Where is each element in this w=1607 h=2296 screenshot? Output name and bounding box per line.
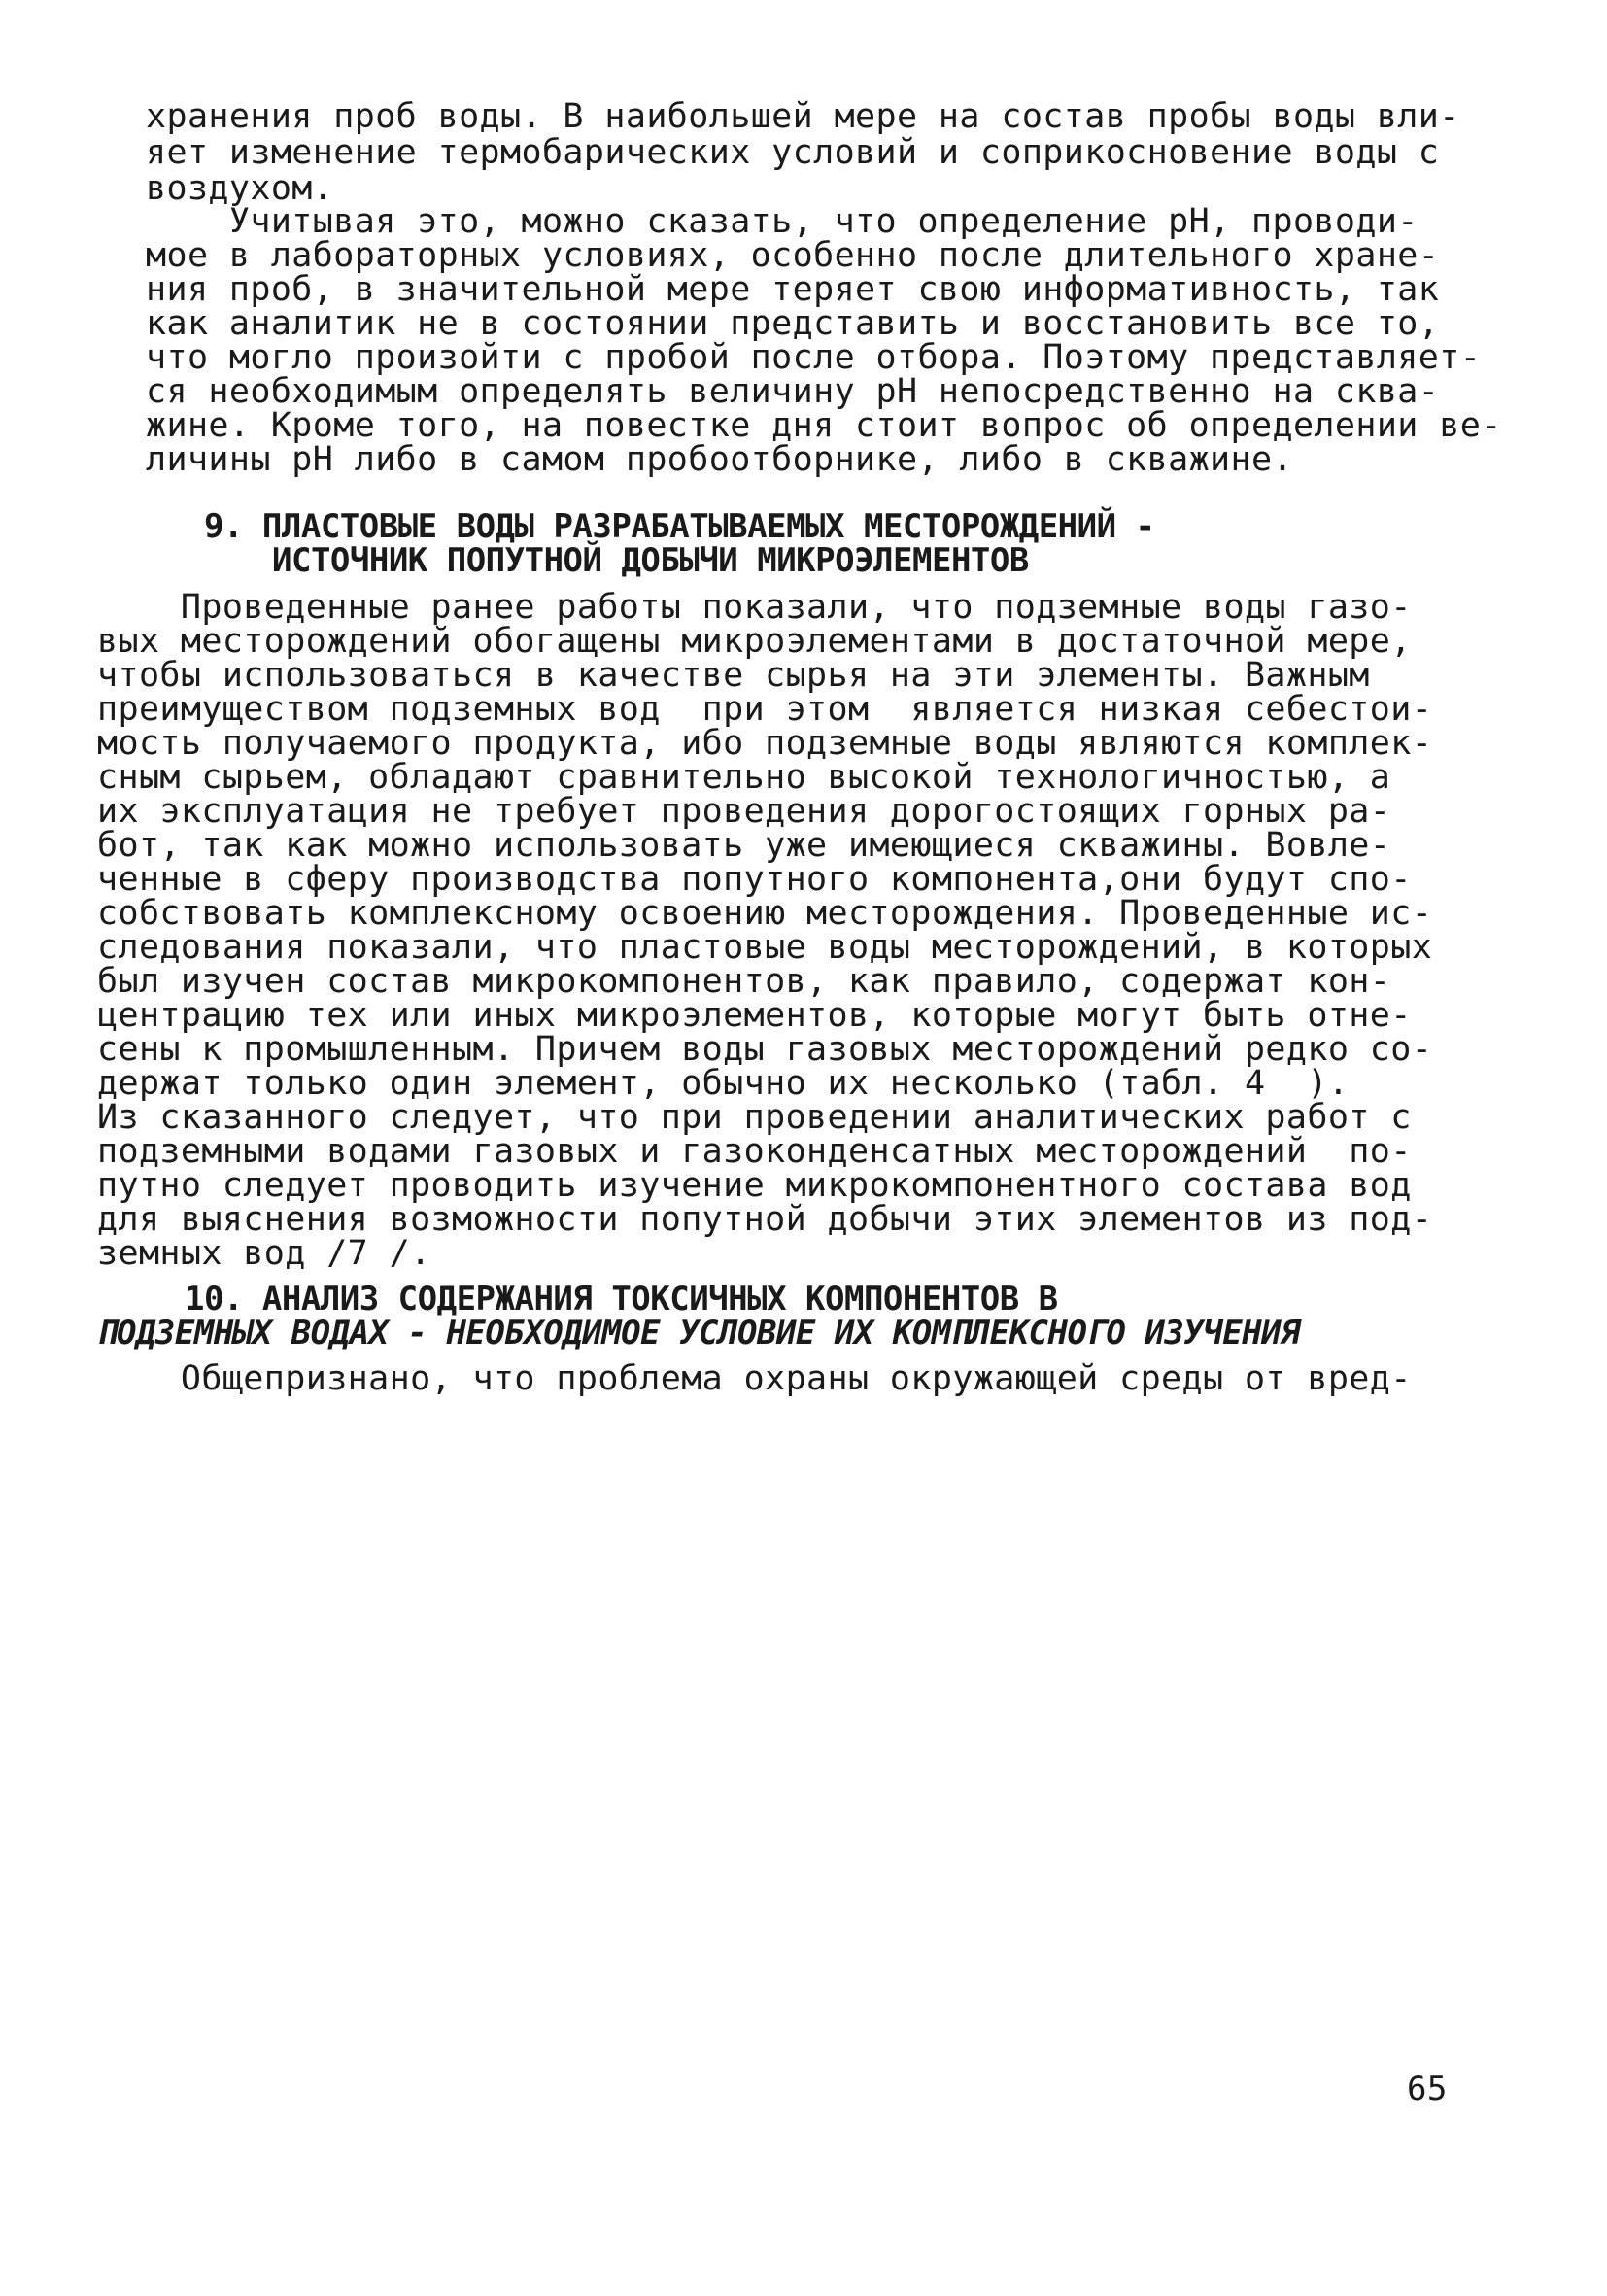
text-line: Из сказанного следует, что при проведении аналитических работ с [97, 1098, 1412, 1137]
text-line: хранения проб воды. В наибольшей мере на состав пробы воды вли- [146, 97, 1460, 136]
text-line: путно следует проводить изучение микрокомпонентного состава вод [97, 1166, 1412, 1205]
text-line: Учитывая это, можно сказать, что определение рН, проводи- [146, 202, 1419, 241]
text-line: ния проб, в значительной мере теряет свою информативность, так [146, 270, 1440, 309]
text-line: подземными водами газовых и газоконденсатных месторождений по- [97, 1132, 1412, 1171]
text-line: сным сырьем, обладают сравнительно высокой технологичностью, а [97, 758, 1391, 797]
text-line: сены к промышленным. Причем воды газовых месторождений редко со- [97, 1030, 1433, 1069]
text-line: Проведенные ранее работы показали, что подземные воды газо- [97, 588, 1412, 627]
text-line: земных вод /7 /. [97, 1234, 431, 1273]
text-line: как аналитик не в состоянии представить и восстановить все то, [146, 304, 1440, 343]
section-9-title-line2: ИСТОЧНИК ПОПУТНОЙ ДОБЫЧИ МИКРОЭЛЕМЕНТОВ [272, 541, 1029, 580]
text-line: бот, так как можно использовать уже имеющиеся скважины. Вовле- [97, 826, 1391, 865]
text-line: мое в лабораторных условиях, особенно после длительного хране- [146, 236, 1440, 275]
text-line: их эксплуатация не требует проведения дорогостоящих горных ра- [97, 792, 1391, 831]
text-line: центрацию тех или иных микроэлементов, которые могут быть отне- [97, 996, 1412, 1035]
text-line: воздухом. [146, 169, 334, 208]
text-line: был изучен состав микрокомпонентов, как правило, содержат кон- [97, 962, 1391, 1001]
text-line: что могло произойти с пробой после отбора. Поэтому представляет- [146, 338, 1482, 377]
text-line: вых месторождений обогащены микроэлементами в достаточной мере, [97, 622, 1412, 661]
text-line: собствовать комплексному освоению месторождения. Проведенные ис- [97, 894, 1433, 933]
text-line: жине. Кроме того, на повестке дня стоит вопрос об определении ве- [146, 406, 1502, 445]
text-line: яет изменение термобарических условий и соприкосновение воды с [146, 133, 1440, 172]
section-9-title-line1: 9. ПЛАСТОВЫЕ ВОДЫ РАЗРАБАТЫВАЕМЫХ МЕСТОРОЖДЕНИЙ - [204, 507, 1155, 546]
text-line: следования показали, что пластовые воды месторождений, в которых [97, 928, 1433, 967]
page-number: 65 [1407, 2070, 1448, 2108]
text-line: Общепризнано, что проблема охраны окружающей среды от вред- [97, 1359, 1412, 1398]
text-line: преимуществом подземных вод при этом является низкая себестои- [97, 690, 1433, 729]
text-line: личины рН либо в самом пробоотборнике, либо в скважине. [146, 440, 1293, 479]
text-line: ся необходимым определять величину рН непосредственно на сква- [146, 372, 1440, 411]
section-10-title-line1: 10. АНАЛИЗ СОДЕРЖАНИЯ ТОКСИЧНЫХ КОМПОНЕНТОВ В [185, 1280, 1058, 1319]
text-line: ченные в сферу производства попутного компонента,они будут спо- [97, 860, 1412, 899]
text-line: для выяснения возможности попутной добычи этих элементов из под- [97, 1200, 1433, 1239]
text-line: чтобы использоваться в качестве сырья на эти элементы. Важным [97, 656, 1370, 695]
section-10-title-line2: ПОДЗЕМНЫХ ВОДАХ - НЕОБХОДИМОЕ УСЛОВИЕ ИХ КОМПЛЕКСНОГО ИЗУЧЕНИЯ [97, 1314, 1301, 1353]
text-line: мость получаемого продукта, ибо подземные воды являются комплек- [97, 724, 1433, 763]
text-line: держат только один элемент, обычно их несколько (табл. 4 ). [97, 1064, 1350, 1103]
